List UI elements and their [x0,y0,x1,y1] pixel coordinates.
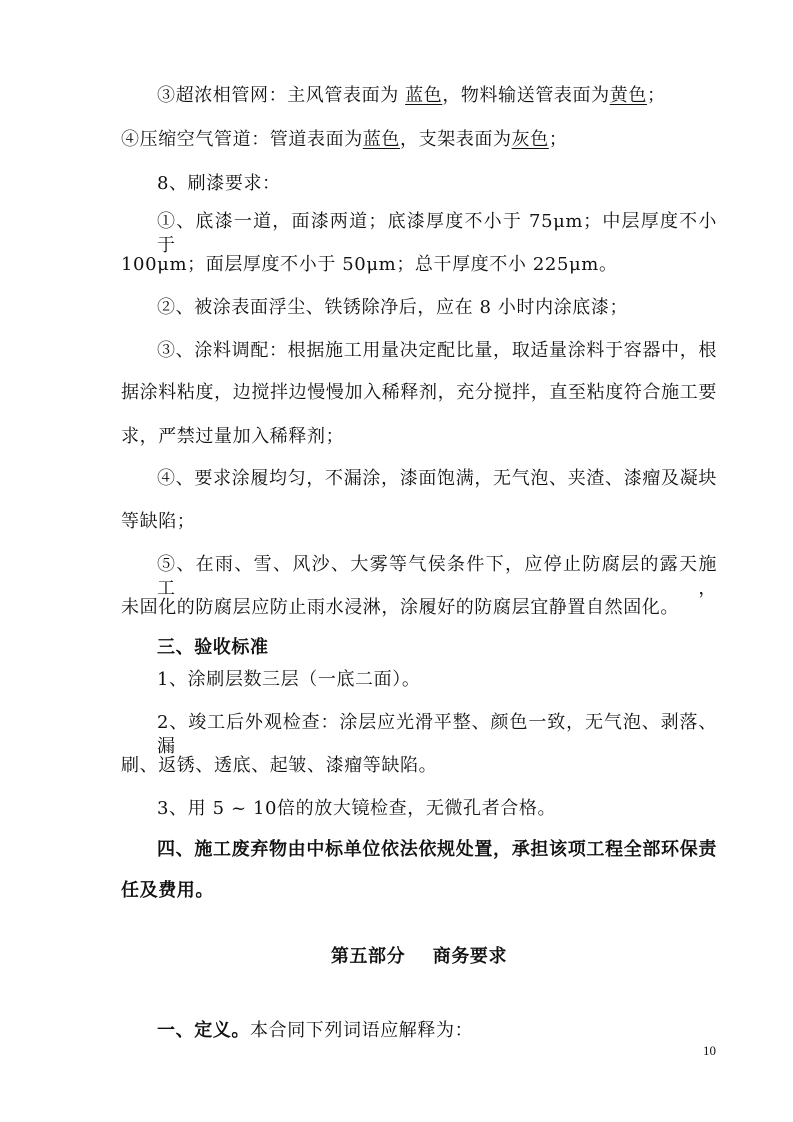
paint-req-4-line-2: 等缺陷； [121,511,196,532]
paint-req-5-line-1: ⑤、在雨、雪、风沙、大雾等气侯条件下，应停止防腐层的露天施工， [157,554,717,599]
paint-req-3-line-2: 据涂料粘度，边搅拌边慢慢加入稀释剂，充分搅拌，直至粘度符合施工要 [121,382,717,403]
underlined-color-blue: 蓝色 [362,129,401,150]
painting-requirements-heading: 8、刷漆要求： [157,173,281,194]
acceptance-item-2-line-2: 刷、返锈、透底、起皱、漆瘤等缺陷。 [121,755,438,776]
section-heading-waste-disposal-line-2: 任及费用。 [121,880,214,901]
part-five-title: 第五部分 商务要求 [330,946,508,967]
paint-req-3-line-3: 求，严禁过量加入稀释剂； [121,426,345,447]
page-number: 10 [703,1043,716,1058]
paint-req-2: ②、被涂表面浮尘、铁锈除净后，应在 8 小时内涂底漆； [157,297,629,318]
acceptance-item-2-line-1: 2、竣工后外观检查：涂层应光滑平整、颜色一致，无气泡、剥落、漏 [157,712,717,757]
paint-req-1-line-2: 100μm；面层厚度不小于 50μm；总干厚度不小 225μm。 [121,254,618,275]
acceptance-item-3: 3、用 5 ~ 10倍的放大镜检查，无微孔者合格。 [157,798,557,819]
paint-req-5-line-2: 未固化的防腐层应防止雨水浸淋，涂履好的防腐层宜静置自然固化。 [121,597,679,618]
definitions-line [157,1019,473,1043]
pipe-color-line-3: ③超浓相管网：主风管表面为 蓝色，物料输送管表面为黄色； [157,85,666,106]
underlined-color-gray: 灰色 [511,129,549,150]
paint-req-4-line-1: ④、要求涂履均匀，不漏涂，漆面饱满，无气泡、夹渣、漆瘤及凝块 [157,468,717,489]
underlined-color-blue: 蓝色 [405,85,443,106]
underlined-color-yellow: 黄色 [609,85,647,106]
section-heading-acceptance-standard: 三、验收标准 [157,637,269,658]
acceptance-item-1: 1、涂刷层数三层（一底二面）。 [157,669,421,690]
definitions-text: 本合同下列词语应解释为： [250,1020,474,1041]
definitions-heading: 一、定义。 [157,1020,250,1041]
section-heading-waste-disposal-line-1: 四、施工废弃物由中标单位依法依规处置，承担该项工程全部环保责 [157,839,717,860]
pipe-color-line-4: ④压缩空气管道：管道表面为蓝色，支架表面为灰色； [121,129,568,150]
paint-req-1-line-1: ①、底漆一道，面漆两道；底漆厚度不小于 75μm；中层厚度不小于 [157,211,717,256]
paint-req-3-line-1: ③、涂料调配：根据施工用量决定配比量，取适量涂料于容器中，根 [157,340,717,361]
